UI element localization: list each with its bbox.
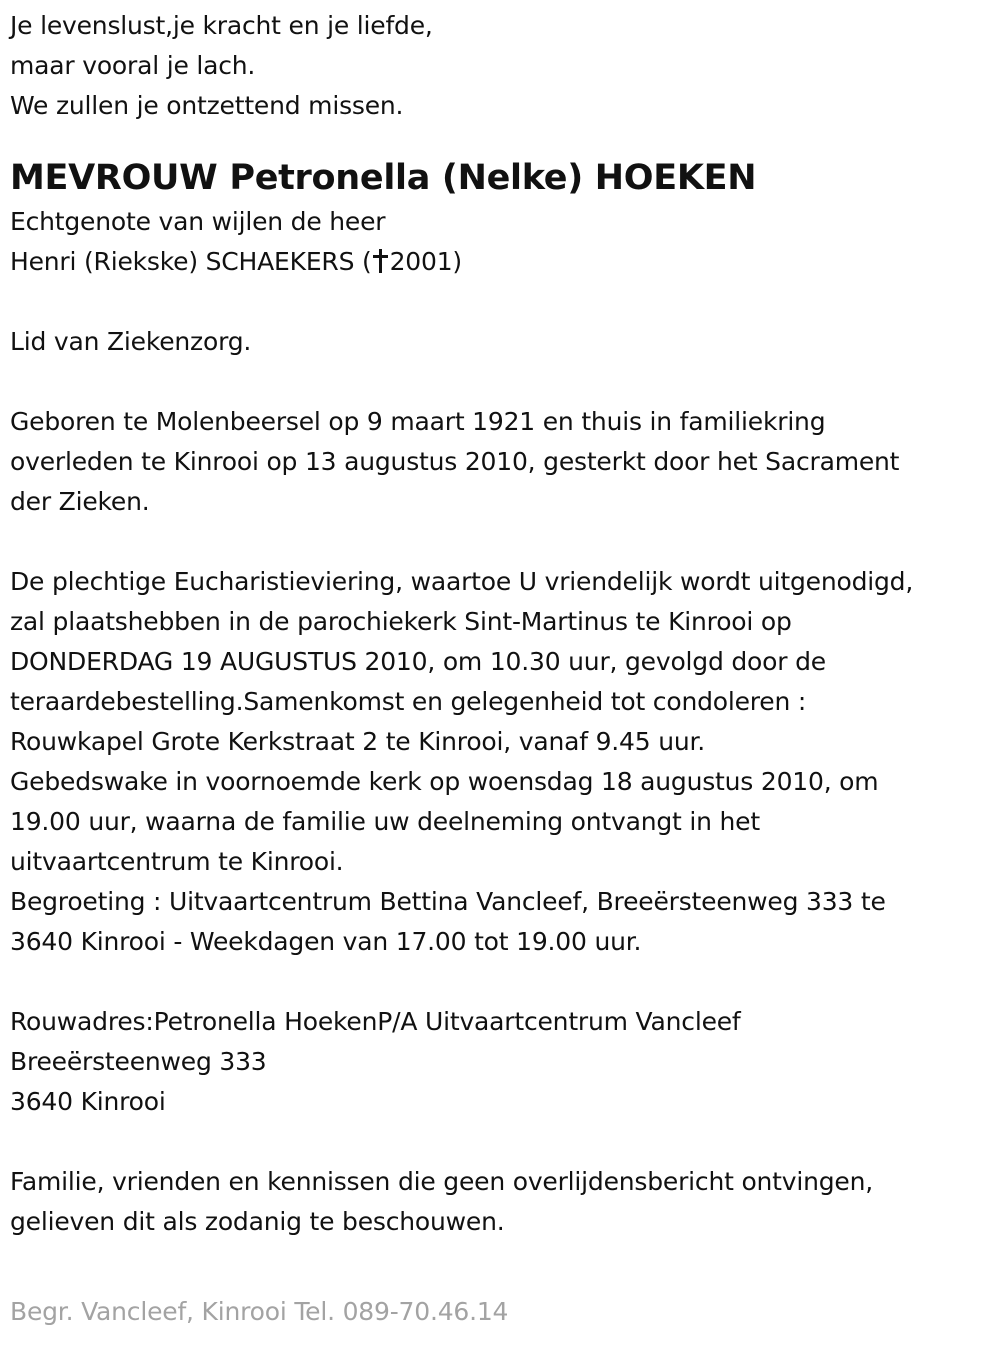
poem-line: Je levenslust,je kracht en je liefde, (10, 11, 433, 40)
ceremony-line: Rouwkapel Grote Kerkstraat 2 te Kinrooi, vanaf 9.45 uur. (10, 727, 706, 756)
obituary-notice (10, 6, 995, 1242)
ceremony-line: DONDERDAG 19 AUGUSTUS 2010, om 10.30 uur, gevolgd door de (10, 647, 826, 676)
ceremony-line: zal plaatshebben in de parochiekerk Sint-Martinus te Kinrooi op (10, 607, 792, 636)
address-block (10, 1002, 995, 1122)
deceased-name: MEVROUW Petronella (Nelke) HOEKEN (10, 158, 757, 198)
ceremony-line: Begroeting : Uitvaartcentrum Bettina Vancleef, Breeërsteenweg 333 te (10, 887, 886, 916)
spacer (10, 962, 995, 1002)
spacer (10, 522, 995, 562)
poem-line: We zullen je ontzettend missen. (10, 91, 404, 120)
ceremony-line: teraardebestelling.Samenkomst en gelegenheid tot condoleren : (10, 687, 807, 716)
birth-death-block (10, 402, 995, 522)
birth-death-line: der Zieken. (10, 487, 150, 516)
poem-block (10, 6, 995, 126)
membership-text: Lid van Ziekenzorg. (10, 327, 252, 356)
ceremony-line: uitvaartcentrum te Kinrooi. (10, 847, 344, 876)
funeral-home-footer: Begr. Vancleef, Kinrooi Tel. 089-70.46.14 (10, 1297, 509, 1326)
spouse-name: Henri (Riekske) SCHAEKERS ( (10, 247, 372, 276)
spacer (10, 282, 995, 322)
address-line: 3640 Kinrooi (10, 1087, 166, 1116)
birth-death-line: overleden te Kinrooi op 13 augustus 2010, gesterkt door het Sacrament (10, 447, 900, 476)
ceremony-block (10, 562, 995, 962)
spacer (10, 1122, 995, 1162)
closing-line: Familie, vrienden en kennissen die geen overlijdensbericht ontvingen, (10, 1167, 874, 1196)
closing-line: gelieven dit als zodanig te beschouwen. (10, 1207, 505, 1236)
spouse-block (10, 202, 995, 282)
spouse-name-line (10, 242, 995, 282)
cross-icon (373, 249, 387, 273)
spouse-line: Echtgenote van wijlen de heer (10, 207, 386, 236)
birth-death-line: Geboren te Molenbeersel op 9 maart 1921 en thuis in familiekring (10, 407, 826, 436)
ceremony-line: 19.00 uur, waarna de familie uw deelneming ontvangt in het (10, 807, 760, 836)
ceremony-line: Gebedswake in voornoemde kerk op woensdag 18 augustus 2010, om (10, 767, 879, 796)
ceremony-line: 3640 Kinrooi - Weekdagen van 17.00 tot 19.00 uur. (10, 927, 642, 956)
poem-line: maar vooral je lach. (10, 51, 256, 80)
spouse-death-year: 2001) (389, 247, 462, 276)
address-line: Rouwadres:Petronella HoekenP/A Uitvaartcentrum Vancleef (10, 1007, 741, 1036)
closing-block (10, 1162, 995, 1242)
ceremony-line: De plechtige Eucharistieviering, waartoe U vriendelijk wordt uitgenodigd, (10, 567, 914, 596)
address-line: Breeërsteenweg 333 (10, 1047, 267, 1076)
spacer (10, 362, 995, 402)
